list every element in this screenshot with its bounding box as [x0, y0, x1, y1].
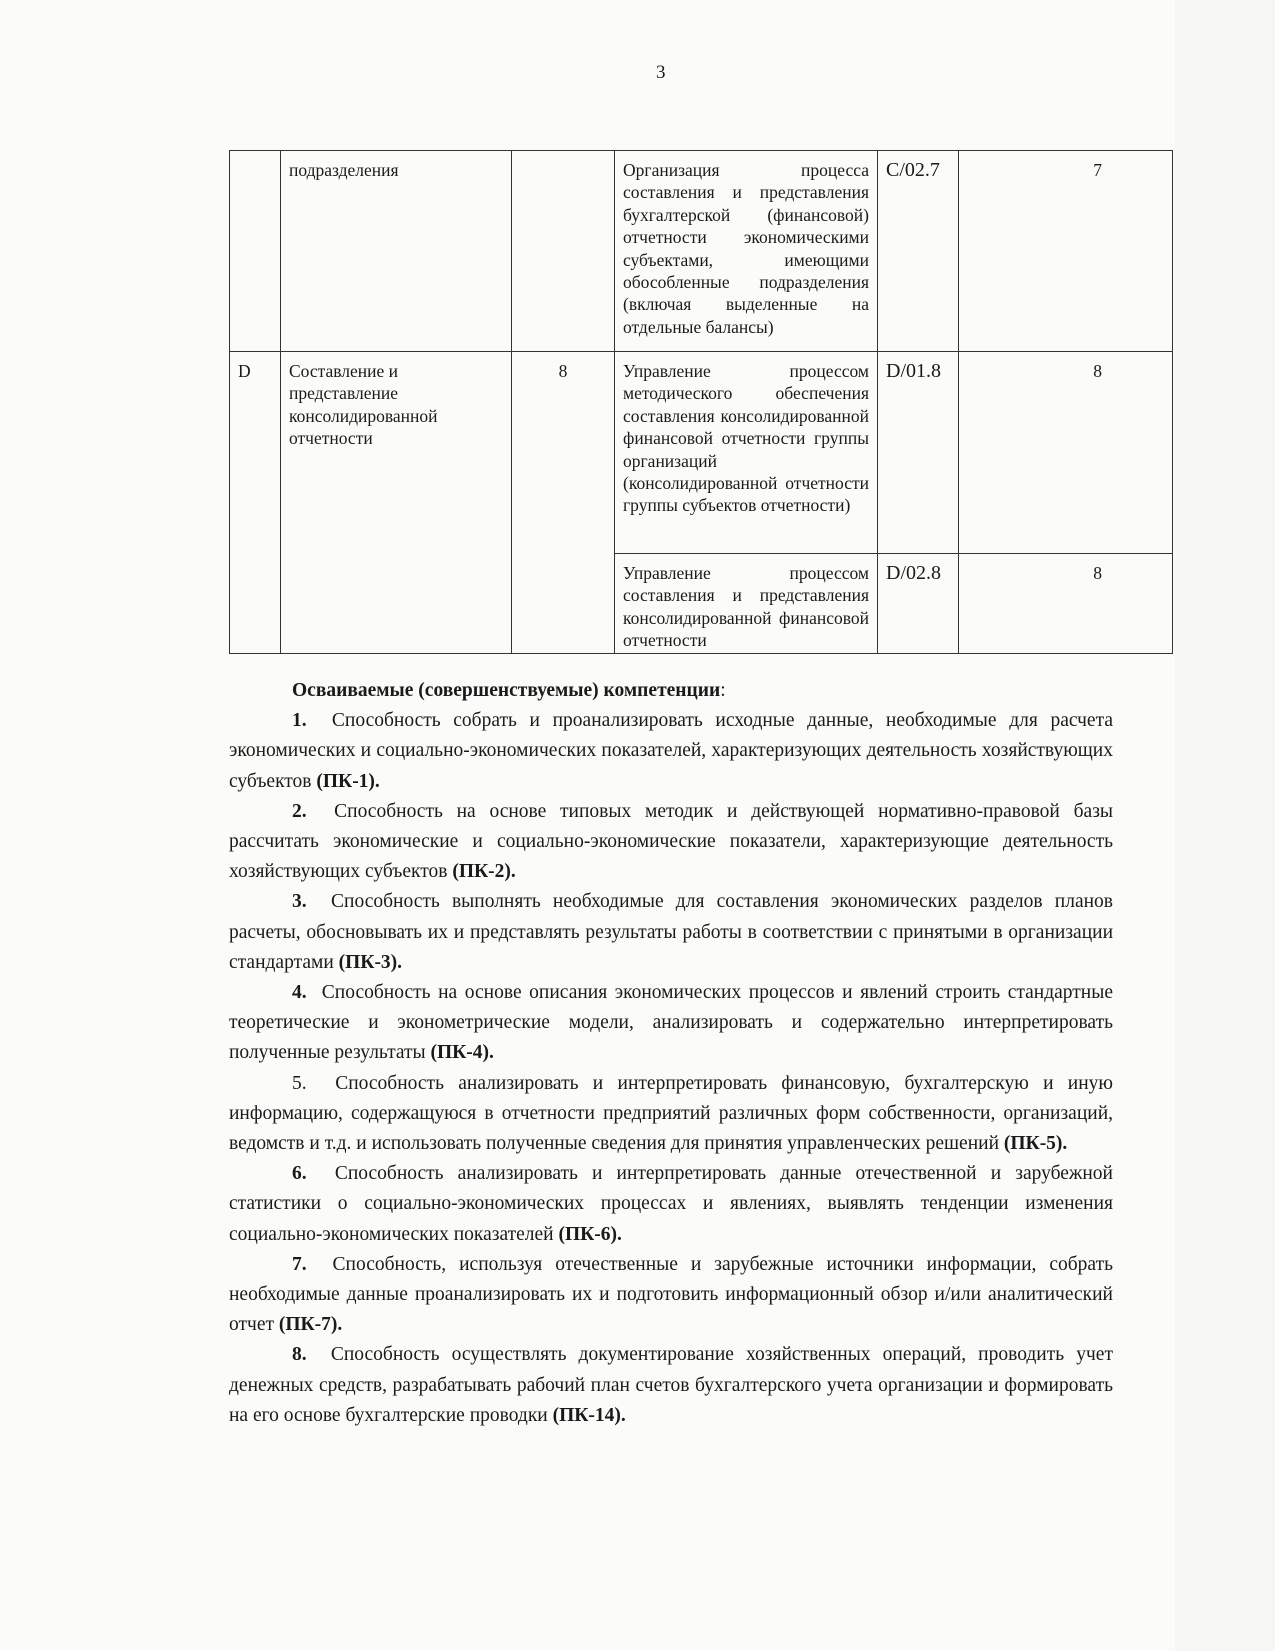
page-number: 3 — [656, 62, 666, 83]
item-text: Способность выполнять необходимые для составления экономических разделов планов расчеты, обосновывать их и представлять результаты работы в соответствии с принятыми в организации стандартами — [229, 891, 1114, 973]
competency-item — [229, 1159, 1113, 1250]
competency-item — [229, 1250, 1113, 1341]
cell-level: 8 — [512, 352, 615, 654]
table-row — [230, 151, 1173, 352]
item-number: 2. — [292, 800, 307, 822]
item-text: Способность на основе типовых методик и действующей нормативно-правовой базы рассчитать экономические и социально-экономические показатели, характеризующие деятельность хозяйствующих субъектов — [229, 800, 1113, 883]
competency-code: (ПК-1). — [316, 770, 380, 792]
cell-function-level: 8 — [959, 352, 1173, 554]
competency-code: (ПК-2). — [452, 861, 516, 883]
competency-item — [229, 1069, 1113, 1160]
item-text: Способность осуществлять документирование хозяйственных операций, проводить учет денежных средств, разрабатывать рабочий план счетов бухгалтерского учета организации и формировать на его основе бухгалтерские проводки — [229, 1344, 1113, 1426]
item-number: 5. — [292, 1072, 307, 1094]
item-text: Способность на основе описания экономических процессов и явлений строить стандартные теоретические и эконометрические модели, анализировать и содержательно интерпретировать полученные результаты — [229, 982, 1113, 1064]
item-text: Способность анализировать и интерпретировать финансовую, бухгалтерскую и иную информацию, содержащуюся в отчетности предприятий различных форм собственности, организаций, ведомств и т.д. и использовать полученные сведения для принятия управленческих решений — [229, 1072, 1113, 1155]
cell-function: Организация процесса составления и представления бухгалтерской (финансовой) отчетности экономическими субъектами, имеющими обособленные подразделения (включая выделенные на отдельные балансы) — [615, 151, 878, 352]
cell-function-code: C/02.7 — [878, 151, 959, 352]
cell-function: Управление процессом составления и представления консолидированной финансовой отчетности — [615, 554, 878, 654]
functions-table — [229, 150, 1173, 654]
heading-text: Осваиваемые (совершенствуемые) компетенции — [292, 680, 721, 701]
heading-colon: : — [720, 680, 726, 701]
cell-name: Составление и представление консолидированной отчетности — [281, 352, 512, 654]
table-row — [230, 352, 1173, 554]
competency-code: (ПК-6). — [558, 1223, 622, 1245]
competency-item — [229, 1340, 1113, 1431]
cell-function: Управление процессом методического обеспечения составления консолидированной финансовой отчетности группы организаций (консолидированной отчетности группы субъектов отчетности) — [615, 352, 878, 554]
item-number: 3. — [292, 891, 307, 913]
competency-item — [229, 797, 1113, 888]
item-text: Способность, используя отечественные и зарубежные источники информации, собрать необходимые данные проанализировать их и подготовить информационный обзор и/или аналитический отчет — [229, 1253, 1114, 1336]
competency-code: (ПК-4). — [430, 1042, 494, 1064]
competency-code: (ПК-5). — [1003, 1133, 1068, 1155]
item-number: 1. — [292, 710, 307, 732]
item-text: Способность анализировать и интерпретировать данные отечественной и зарубежной статистики о социально-экономических процессах и явлениях, выявлять тенденции изменения социально-экономических показателей — [229, 1163, 1113, 1245]
item-text: Способность собрать и проанализировать исходные данные, необходимые для расчета экономических и социально-экономических показателей, характеризующих деятельность хозяйствующих субъектов — [229, 710, 1113, 792]
cell-function-level: 7 — [959, 151, 1173, 352]
cell-code: D — [230, 352, 281, 654]
competency-code: (ПК-14). — [552, 1404, 626, 1426]
item-number: 4. — [292, 982, 307, 1004]
competency-item — [229, 706, 1113, 797]
competency-code: (ПК-3). — [338, 951, 403, 973]
cell-function-code: D/01.8 — [878, 352, 959, 554]
cell-function-level: 8 — [959, 554, 1173, 654]
competencies-heading — [229, 676, 1113, 706]
item-number: 6. — [292, 1163, 307, 1185]
item-number: 8. — [292, 1344, 307, 1366]
cell-name: подразделения — [281, 151, 512, 352]
cell-code — [230, 151, 281, 352]
cell-level — [512, 151, 615, 352]
competency-code: (ПК-7). — [278, 1314, 343, 1336]
competency-item — [229, 978, 1113, 1069]
item-number: 7. — [292, 1253, 307, 1275]
competency-item — [229, 887, 1113, 978]
competencies-section — [229, 676, 1113, 1431]
cell-function-code: D/02.8 — [878, 554, 959, 654]
